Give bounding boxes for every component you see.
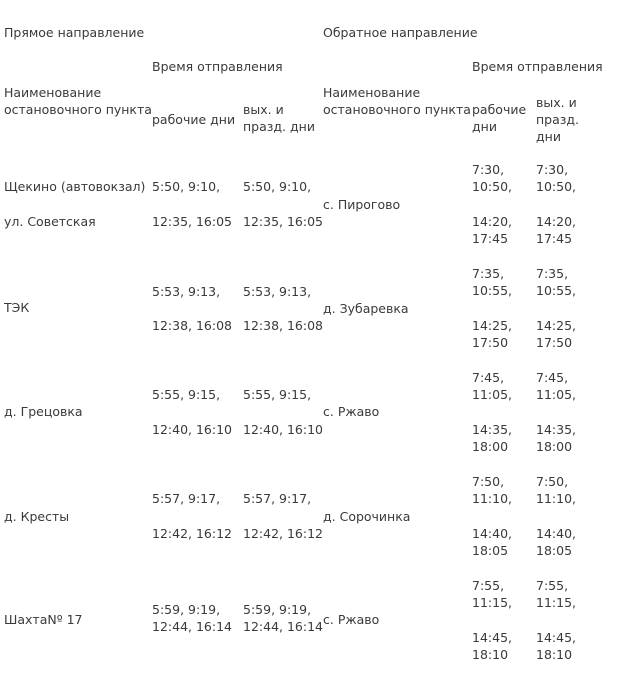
backward-weekday-time: 14:40, bbox=[472, 526, 512, 541]
backward-stop-name: с. Ржаво bbox=[323, 612, 380, 627]
forward-weekday-times: 5:59, 9:19, bbox=[152, 602, 221, 617]
backward-weekday-time: 10:55, bbox=[472, 283, 512, 298]
forward-stop-name: д. Грецовка bbox=[4, 404, 83, 419]
backward-weekday-time: 14:35, bbox=[472, 422, 512, 437]
forward-weekday-times-line2: 12:40, 16:10 bbox=[152, 422, 232, 437]
backward-stop-name: с. Пирогово bbox=[323, 197, 401, 212]
backward-holiday-time: 7:35, bbox=[536, 266, 569, 281]
backward-weekdays-header-line1: рабочие bbox=[472, 102, 527, 117]
backward-holidays-header-line2: празд. bbox=[536, 112, 580, 127]
forward-holiday-times-line2: 12:44, 16:14 bbox=[243, 619, 323, 634]
backward-weekday-time: 11:10, bbox=[472, 491, 512, 506]
backward-weekday-time: 18:10 bbox=[472, 647, 509, 662]
forward-holidays-header-line1: вых. и bbox=[243, 102, 284, 117]
backward-holiday-time: 14:20, bbox=[536, 214, 576, 229]
backward-weekday-time: 7:55, bbox=[472, 578, 505, 593]
backward-weekday-time: 14:20, bbox=[472, 214, 512, 229]
backward-weekdays-header-line2: дни bbox=[472, 119, 497, 134]
forward-stop-name: ТЭК bbox=[4, 300, 30, 315]
backward-holiday-time: 18:05 bbox=[536, 543, 573, 558]
forward-weekday-times-line2: 12:38, 16:08 bbox=[152, 318, 232, 333]
backward-holiday-time: 11:05, bbox=[536, 387, 576, 402]
backward-weekday-time: 11:05, bbox=[472, 387, 512, 402]
backward-holiday-time: 7:30, bbox=[536, 162, 569, 177]
forward-stop-name-line2: ул. Советская bbox=[4, 214, 96, 229]
forward-holiday-times-line2: 12:42, 16:12 bbox=[243, 526, 323, 541]
backward-holiday-time: 18:10 bbox=[536, 647, 573, 662]
backward-holiday-time: 17:45 bbox=[536, 231, 573, 246]
backward-holidays-header-line1: вых. и bbox=[536, 95, 577, 110]
backward-weekday-time: 10:50, bbox=[472, 179, 512, 194]
forward-holiday-times: 5:50, 9:10, bbox=[243, 179, 312, 194]
backward-holiday-time: 17:50 bbox=[536, 335, 573, 350]
forward-direction-title: Прямое направление bbox=[4, 25, 145, 40]
backward-weekday-time: 7:35, bbox=[472, 266, 505, 281]
forward-weekday-times: 5:50, 9:10, bbox=[152, 179, 221, 194]
forward-weekday-times-line2: 12:42, 16:12 bbox=[152, 526, 232, 541]
forward-stop-header-line1: Наименование bbox=[4, 85, 102, 100]
forward-stop-name: д. Кресты bbox=[4, 509, 70, 524]
backward-weekday-time: 7:45, bbox=[472, 370, 505, 385]
forward-weekday-times-line2: 12:44, 16:14 bbox=[152, 619, 232, 634]
backward-weekday-time: 7:30, bbox=[472, 162, 505, 177]
backward-weekday-time: 18:00 bbox=[472, 439, 509, 454]
forward-holiday-times-line2: 12:38, 16:08 bbox=[243, 318, 323, 333]
forward-holiday-times: 5:53, 9:13, bbox=[243, 284, 312, 299]
backward-holiday-time: 14:35, bbox=[536, 422, 576, 437]
backward-stop-name: д. Зубаревка bbox=[323, 301, 409, 316]
forward-holiday-times: 5:59, 9:19, bbox=[243, 602, 312, 617]
backward-holiday-time: 14:40, bbox=[536, 526, 576, 541]
backward-holiday-time: 7:45, bbox=[536, 370, 569, 385]
forward-weekday-times-line2: 12:35, 16:05 bbox=[152, 214, 232, 229]
backward-holiday-time: 7:50, bbox=[536, 474, 569, 489]
backward-weekday-time: 14:25, bbox=[472, 318, 512, 333]
backward-weekday-time: 18:05 bbox=[472, 543, 509, 558]
forward-weekday-times: 5:57, 9:17, bbox=[152, 491, 221, 506]
backward-holiday-time: 14:45, bbox=[536, 630, 576, 645]
backward-weekday-time: 7:50, bbox=[472, 474, 505, 489]
backward-stop-header-line2: остановочного пункта bbox=[323, 102, 471, 117]
forward-holidays-header-line2: празд. дни bbox=[243, 119, 315, 134]
backward-stop-name: д. Сорочинка bbox=[323, 509, 411, 524]
forward-stop-name: Щекино (автовокзал) bbox=[4, 179, 146, 194]
forward-weekday-times: 5:53, 9:13, bbox=[152, 284, 221, 299]
backward-direction-title: Обратное направление bbox=[323, 25, 478, 40]
forward-holiday-times: 5:55, 9:15, bbox=[243, 387, 312, 402]
backward-holiday-time: 18:00 bbox=[536, 439, 573, 454]
backward-holiday-time: 10:55, bbox=[536, 283, 576, 298]
forward-weekday-times: 5:55, 9:15, bbox=[152, 387, 221, 402]
backward-stop-header-line1: Наименование bbox=[323, 85, 421, 100]
backward-holiday-time: 11:10, bbox=[536, 491, 576, 506]
forward-weekdays-header: рабочие дни bbox=[152, 112, 236, 127]
backward-holidays-header-line3: дни bbox=[536, 129, 561, 144]
backward-holiday-time: 10:50, bbox=[536, 179, 576, 194]
backward-weekday-time: 17:45 bbox=[472, 231, 509, 246]
backward-holiday-time: 14:25, bbox=[536, 318, 576, 333]
backward-weekday-time: 17:50 bbox=[472, 335, 509, 350]
backward-time-header: Время отправления bbox=[472, 59, 603, 74]
backward-holiday-time: 7:55, bbox=[536, 578, 569, 593]
backward-weekday-time: 14:45, bbox=[472, 630, 512, 645]
backward-weekday-time: 11:15, bbox=[472, 595, 512, 610]
forward-stop-name: ШахтаNº 17 bbox=[4, 612, 83, 627]
forward-holiday-times-line2: 12:40, 16:10 bbox=[243, 422, 323, 437]
forward-stop-header-line2: остановочного пункта bbox=[4, 102, 152, 117]
backward-stop-name: с. Ржаво bbox=[323, 404, 380, 419]
forward-time-header: Время отправления bbox=[152, 59, 283, 74]
backward-holiday-time: 11:15, bbox=[536, 595, 576, 610]
forward-holiday-times: 5:57, 9:17, bbox=[243, 491, 312, 506]
forward-holiday-times-line2: 12:35, 16:05 bbox=[243, 214, 323, 229]
